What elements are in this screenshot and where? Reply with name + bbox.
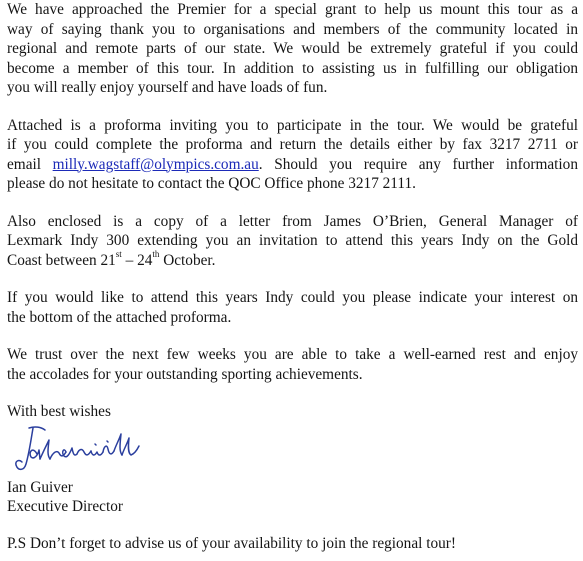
- signature: [7, 422, 207, 478]
- text-line: way of saying thank you to organisations and members of the community located in: [7, 20, 578, 38]
- text-line: if you could complete the proforma and return the details either by fax 3217 2711 or: [7, 136, 578, 153]
- text-line: you will really enjoy yourself and have loads of fun.: [7, 79, 328, 96]
- text-fragment: October.: [159, 251, 216, 269]
- text-line-email: [7, 155, 578, 175]
- text-line: the accolades for your outstanding sporting achievements.: [7, 365, 363, 383]
- text-line: If you would like to attend this years Indy could you please indicate your interest on: [7, 289, 578, 306]
- text-line: please do not hesitate to contact the QOC Office phone 3217 2111.: [7, 175, 416, 192]
- handwritten-signature: [11, 424, 161, 478]
- superscript: th: [152, 249, 160, 260]
- email-link[interactable]: milly.wagstaff@olympics.com.au: [52, 155, 259, 173]
- paragraph-proforma: [7, 116, 578, 194]
- text-fragment: Coast between 21: [7, 251, 116, 269]
- text-line: We have approached the Premier for a special grant to help us mount this tour as a: [7, 1, 578, 18]
- text-line: We trust over the next few weeks you are able to take a well-earned rest and enjoy: [7, 346, 578, 363]
- text-line: Attached is a proforma inviting you to participate in the tour. We would be grateful: [7, 116, 578, 134]
- text-line: the bottom of the attached proforma.: [7, 308, 232, 326]
- paragraph-rest: [7, 345, 578, 384]
- postscript: P.S Don’t forget to advise us of your availability to join the regional tour!: [7, 534, 456, 552]
- text-line-dates: [7, 251, 578, 271]
- letter-body: [7, 0, 578, 553]
- text-line: Lexmark Indy 300 extending you an invitation to attend this years Indy on the Gold: [7, 232, 578, 249]
- paragraph-premier-grant: [7, 0, 578, 98]
- closing-line: With best wishes: [7, 403, 111, 420]
- paragraph-indy-invitation: [7, 212, 578, 271]
- signer-title: Executive Director: [7, 498, 123, 515]
- text-line: Also enclosed is a copy of a letter from James O’Brien, General Manager of: [7, 212, 578, 230]
- text-line: become a member of this tour. In addition to assisting us in fulfilling our obligation: [7, 59, 578, 77]
- superscript: st: [115, 249, 122, 260]
- text-fragment: . Should you require any further information: [258, 155, 578, 173]
- text-line: regional and remote parts of our state. We would be extremely grateful if you could: [7, 40, 578, 57]
- text-fragment: email: [7, 155, 53, 173]
- signer-name: Ian Guiver: [7, 478, 73, 496]
- text-fragment: – 24: [121, 251, 153, 269]
- paragraph-attend-indy: [7, 288, 578, 327]
